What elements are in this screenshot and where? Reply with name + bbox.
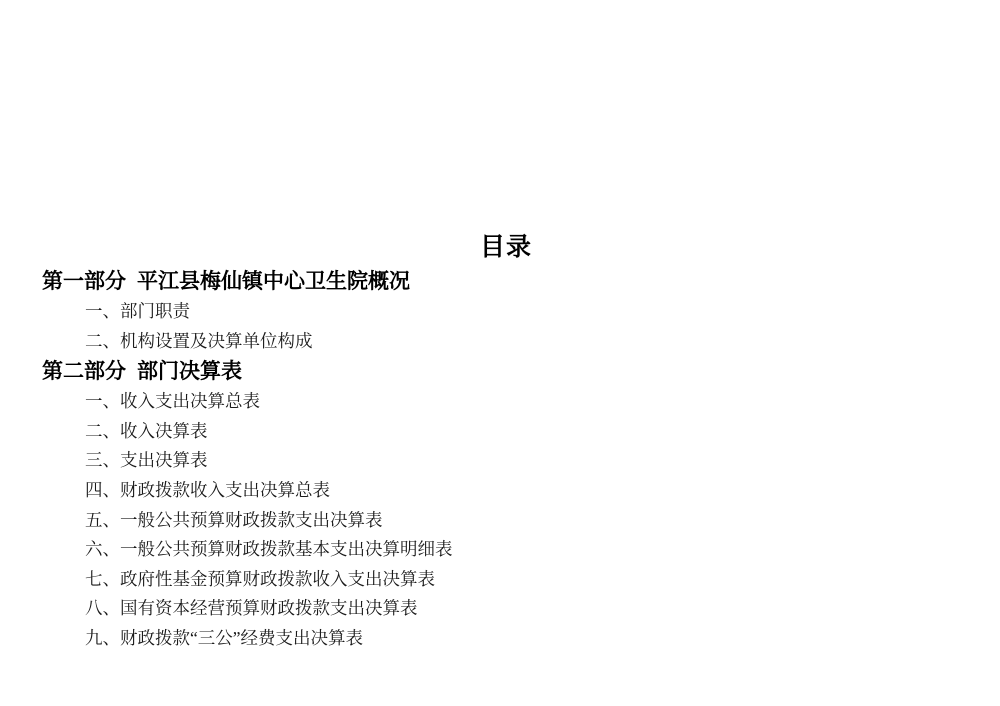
toc-title: 目录 <box>479 233 532 261</box>
toc-item: 二、收入决算表 <box>85 420 208 441</box>
part2-label: 第二部分 <box>42 360 126 384</box>
part2-title: 部门决算表 <box>137 360 242 384</box>
toc-item: 一、收入支出决算总表 <box>85 391 260 412</box>
toc-item: 五、一般公共预算财政拨款支出决算表 <box>85 509 383 530</box>
toc-item: 四、财政拨款收入支出决算总表 <box>85 479 330 500</box>
toc-item: 二、机构设置及决算单位构成 <box>85 330 313 351</box>
toc-item: 九、财政拨款“三公”经费支出决算表 <box>85 627 364 648</box>
part1-label: 第一部分 <box>42 270 126 293</box>
toc-item: 八、国有资本经营预算财政拨款支出决算表 <box>85 598 418 619</box>
part1-title: 平江县梅仙镇中心卫生院概况 <box>137 270 410 293</box>
section-heading-part2 <box>42 356 970 387</box>
toc-item: 三、支出决算表 <box>85 450 208 471</box>
section-heading-part1 <box>42 266 970 297</box>
toc-item: 七、政府性基金预算财政拨款收入支出决算表 <box>85 568 435 589</box>
toc-item: 一、部门职责 <box>85 301 190 321</box>
toc-item: 六、一般公共预算财政拨款基本支出决算明细表 <box>85 539 453 560</box>
